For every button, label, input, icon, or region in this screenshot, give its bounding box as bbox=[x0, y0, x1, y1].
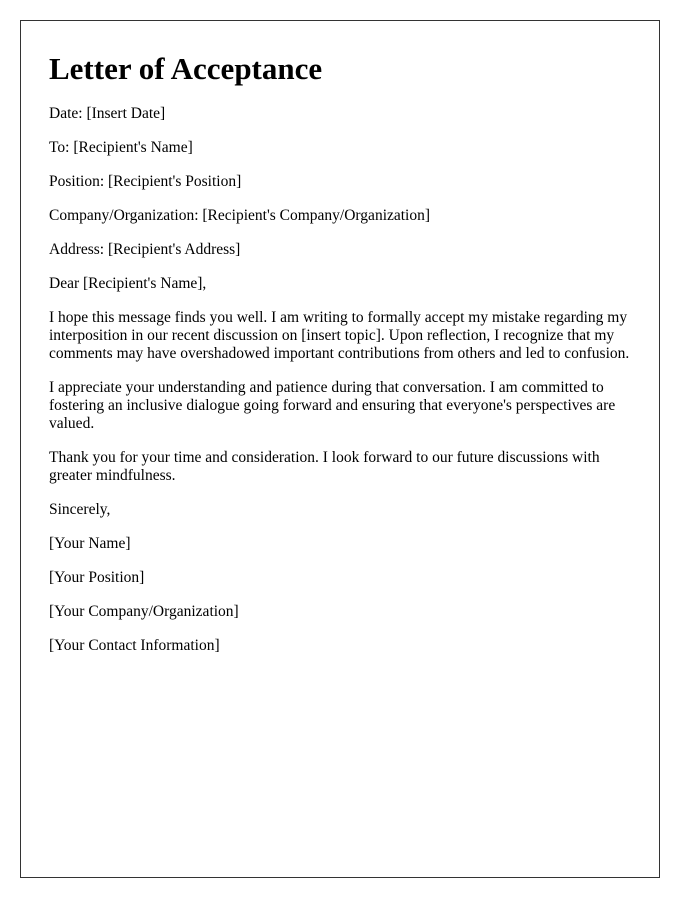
sender-position: [Your Position] bbox=[49, 569, 145, 586]
letter-content bbox=[49, 51, 639, 671]
date-line: Date: [Insert Date] bbox=[49, 105, 166, 122]
recipient-position-line: Position: [Recipient's Position] bbox=[49, 173, 242, 190]
recipient-address-line: Address: [Recipient's Address] bbox=[49, 241, 241, 258]
letter-page bbox=[20, 20, 660, 878]
letter-title: Letter of Acceptance bbox=[49, 51, 323, 86]
closing: Sincerely, bbox=[49, 501, 111, 518]
sender-company: [Your Company/Organization] bbox=[49, 603, 239, 620]
salutation: Dear [Recipient's Name], bbox=[49, 275, 207, 292]
body-paragraph-3: Thank you for your time and consideration. I look forward to our future discussions with greater mindfulness. bbox=[49, 449, 600, 484]
sender-contact: [Your Contact Information] bbox=[49, 637, 220, 654]
body-paragraph-1: I hope this message finds you well. I am writing to formally accept my mistake regarding my interposition in our recent discussion on [insert topic]. Upon reflection, I recognize that my comments may have overshadowed important contributions from others and led to confusion. bbox=[49, 309, 630, 362]
recipient-company-line: Company/Organization: [Recipient's Company/Organization] bbox=[49, 207, 431, 224]
body-paragraph-2: I appreciate your understanding and patience during that conversation. I am committed to fostering an inclusive dialogue going forward and ensuring that everyone's perspectives are valued. bbox=[49, 379, 616, 432]
sender-name: [Your Name] bbox=[49, 535, 131, 552]
recipient-name-line: To: [Recipient's Name] bbox=[49, 139, 193, 156]
